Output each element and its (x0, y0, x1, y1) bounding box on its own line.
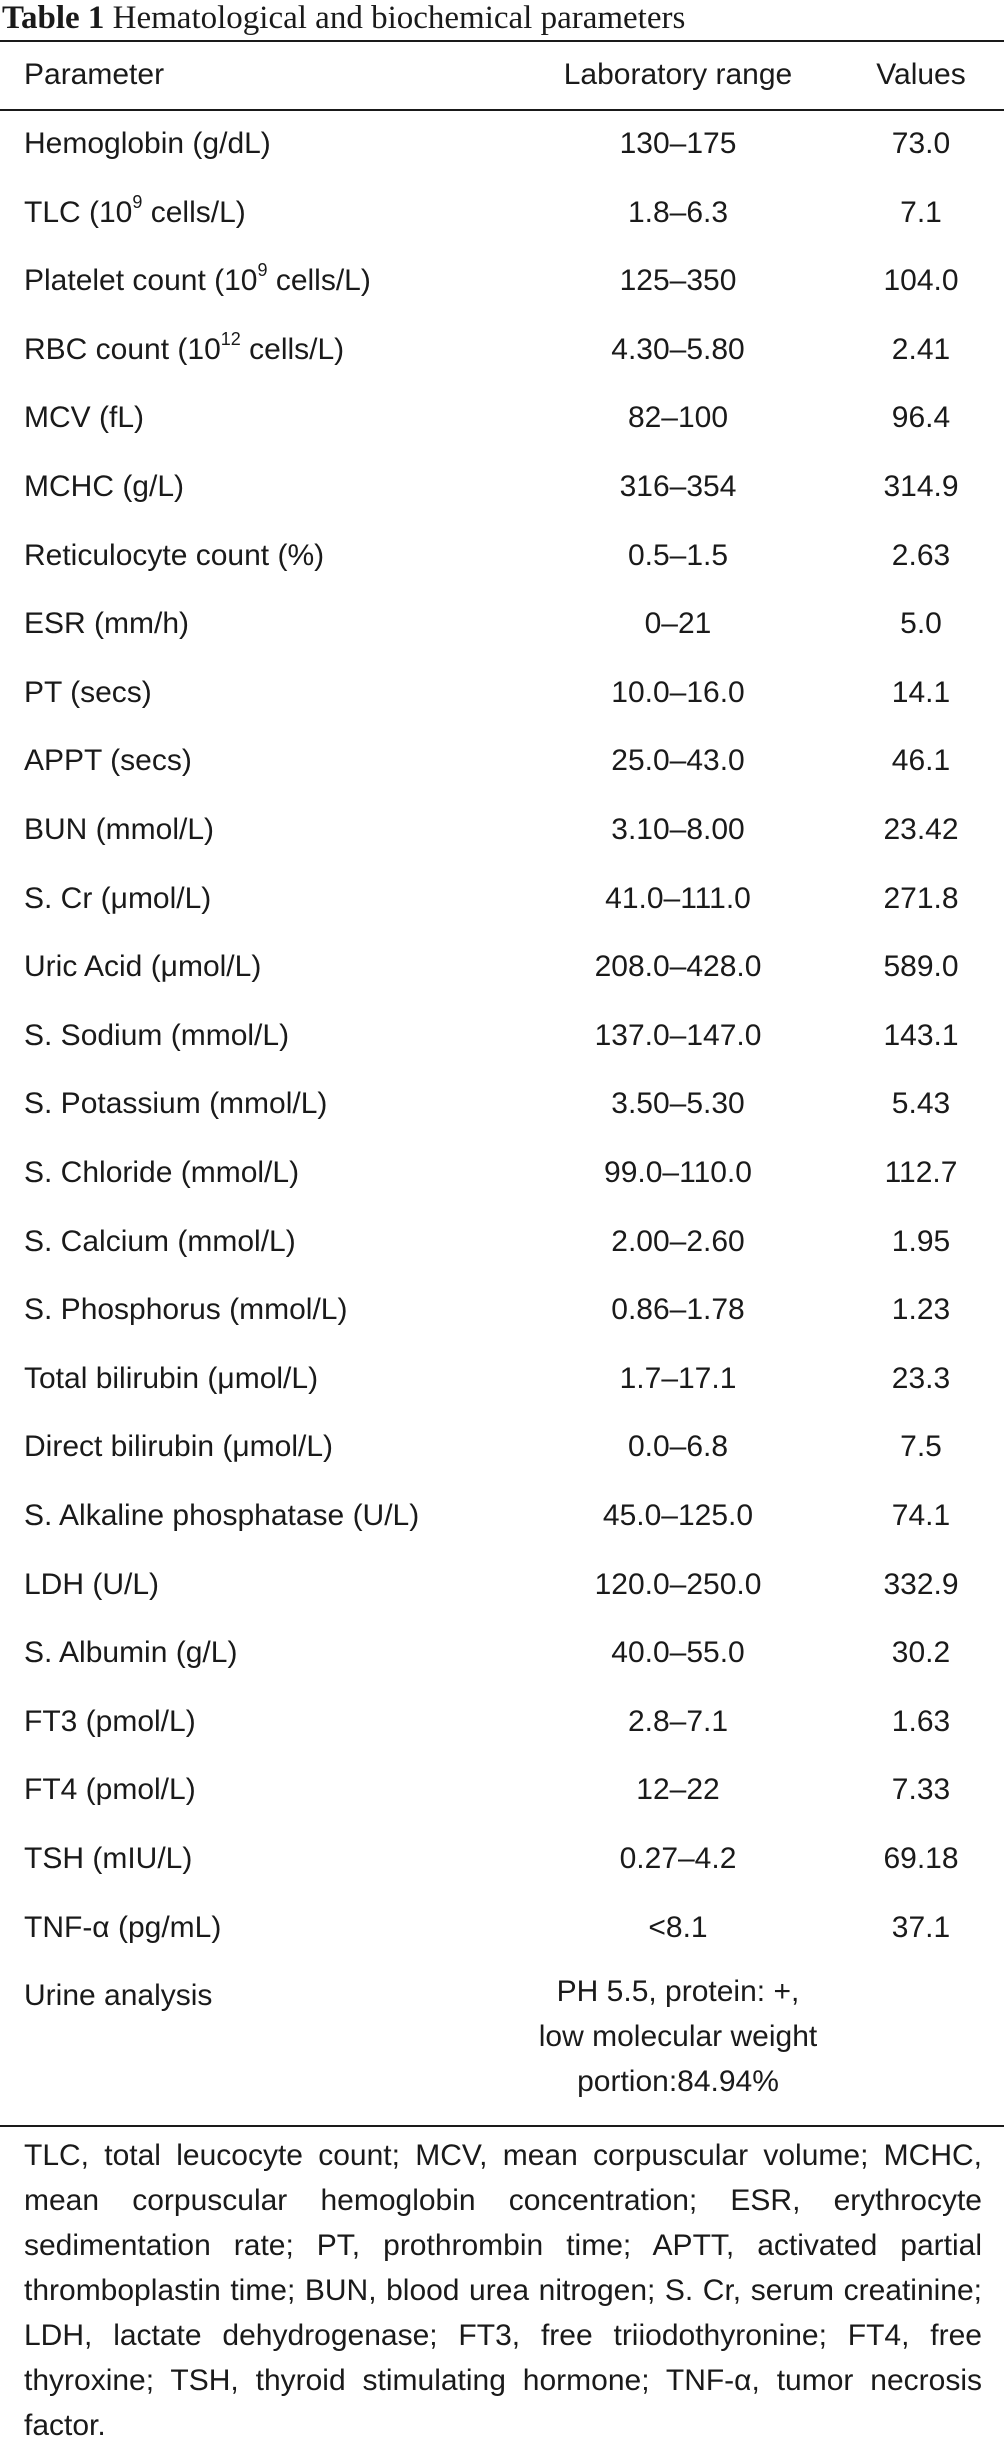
table-footnote: TLC, total leucocyte count; MCV, mean corpuscular volume; MCHC, mean corpuscular hemoglobin concentration; ESR, erythrocyte sedimentation rate; PT, prothrombin time; APTT, activated partial thromboplastin time; BUN, blood urea nitrogen; S. Cr, serum creatinine; LDH, lactate dehydrogenase; FT3, free triiodothyronine; FT4, free thyroxine; TSH, thyroid stimulating hormone; TNF-α, tumor necrosis factor. (24, 2139, 982, 2442)
parameter-cell: FT3 (pmol/L) (24, 1704, 196, 1738)
table-row (0, 1209, 1004, 1278)
parameter-text: TLC (10 (24, 195, 133, 229)
parameter-cell: LDH (U/L) (24, 1567, 160, 1601)
laboratory-range-cell: 130–175 (619, 127, 737, 160)
parameter-exponent: 9 (132, 191, 143, 212)
value-cell: 73.0 (891, 127, 951, 160)
value-cell: 37.1 (891, 1910, 951, 1944)
value-cell: 14.1 (891, 675, 951, 709)
table-title: Hematological and biochemical parameters (112, 0, 686, 36)
parameter-cell: Reticulocyte count (%) (24, 538, 325, 572)
laboratory-range-cell: 3.10–8.00 (611, 813, 745, 846)
parameter-cell: S. Sodium (mmol/L) (24, 1018, 290, 1052)
laboratory-range-cell: 1.8–6.3 (627, 195, 729, 229)
parameter-cell: S. Calcium (mmol/L) (24, 1224, 296, 1258)
table-row (0, 1483, 1004, 1552)
table-row (0, 1071, 1004, 1140)
value-cell: 271.8 (883, 881, 959, 915)
laboratory-range-cell: 137.0–147.0 (594, 1018, 762, 1052)
laboratory-range-cell: 2.8–7.1 (627, 1704, 729, 1738)
laboratory-range-cell: 120.0–250.0 (594, 1567, 762, 1601)
parameter-exponent: 9 (257, 260, 268, 281)
table-row (0, 1003, 1004, 1072)
table-row (0, 866, 1004, 935)
laboratory-range-cell: 41.0–111.0 (605, 881, 751, 915)
parameter-cell: MCHC (g/L) (24, 470, 185, 503)
parameter-cell: Total bilirubin (μmol/L) (24, 1361, 319, 1395)
value-cell: 30.2 (891, 1636, 951, 1670)
parameter-cell: BUN (mmol/L) (24, 813, 215, 846)
value-cell: 104.0 (883, 264, 959, 298)
table-row (0, 1757, 1004, 1826)
value-cell: 143.1 (883, 1018, 959, 1052)
table-row (0, 1552, 1004, 1621)
table-row (0, 1620, 1004, 1689)
parameter-cell: FT4 (pmol/L) (24, 1773, 196, 1807)
laboratory-range-cell: 45.0–125.0 (602, 1499, 754, 1532)
parameter-cell: ESR (mm/h) (24, 607, 189, 641)
value-cell: 589.0 (883, 950, 959, 984)
parameter-unit: cells/L) (240, 332, 345, 366)
laboratory-range-cell: 12–22 (636, 1773, 720, 1807)
laboratory-range-cell: 4.30–5.80 (611, 332, 745, 366)
value-cell: 5.43 (891, 1087, 951, 1121)
table-row (0, 1963, 1004, 2099)
laboratory-range-cell: 0–21 (644, 607, 712, 641)
header-laboratory-range: Laboratory range (563, 58, 793, 91)
table-row (0, 385, 1004, 454)
value-cell: 69.18 (883, 1842, 959, 1875)
parameter-cell: TSH (mIU/L) (24, 1842, 193, 1875)
table-body (0, 111, 1004, 2125)
laboratory-range-cell: 0.5–1.5 (627, 538, 729, 572)
table-row (0, 111, 1004, 180)
parameter-cell: Uric Acid (μmol/L) (24, 950, 262, 984)
laboratory-range-cell: 0.27–4.2 (619, 1842, 737, 1875)
parameter-cell: S. Cr (μmol/L) (24, 881, 212, 915)
laboratory-range-cell: 0.86–1.78 (611, 1293, 745, 1327)
parameter-cell (24, 260, 371, 299)
value-cell: 7.5 (900, 1430, 942, 1464)
value-cell: 7.33 (891, 1773, 951, 1807)
header-parameter: Parameter (24, 58, 165, 91)
header-values: Values (876, 58, 966, 91)
value-cell: 23.3 (891, 1361, 951, 1395)
table-header-row (0, 41, 1004, 109)
laboratory-range-cell: 208.0–428.0 (594, 950, 762, 984)
parameter-unit: cells/L) (267, 264, 371, 298)
parameter-cell: APPT (secs) (24, 744, 192, 778)
parameter-cell: S. Alkaline phosphatase (U/L) (24, 1499, 420, 1532)
laboratory-range-cell: 40.0–55.0 (611, 1636, 745, 1670)
value-cell: 2.63 (891, 538, 951, 572)
parameter-cell: S. Phosphorus (mmol/L) (24, 1293, 348, 1327)
parameter-cell: Urine analysis (24, 1979, 213, 2013)
value-cell: 7.1 (900, 195, 942, 229)
table-row (0, 728, 1004, 797)
value-cell: 23.42 (883, 813, 959, 846)
table-caption (2, 0, 685, 40)
laboratory-range-cell: 10.0–16.0 (611, 675, 745, 709)
value-cell: 5.0 (900, 607, 942, 641)
value-cell: 332.9 (883, 1567, 959, 1601)
value-cell: 96.4 (891, 401, 951, 435)
table-row (0, 317, 1004, 386)
parameter-cell: Hemoglobin (g/dL) (24, 127, 271, 160)
laboratory-range-cell: 1.7–17.1 (619, 1361, 737, 1395)
laboratory-range-cell: 25.0–43.0 (611, 744, 745, 778)
parameter-text: RBC count (10 (24, 332, 221, 366)
value-cell: 2.41 (891, 332, 951, 366)
value-cell: 314.9 (883, 470, 959, 503)
table-row (0, 523, 1004, 592)
table-row (0, 1689, 1004, 1758)
laboratory-range-cell: 99.0–110.0 (604, 1156, 752, 1189)
laboratory-range-cell: <8.1 (648, 1910, 708, 1944)
table-row (0, 660, 1004, 729)
value-cell: 1.63 (891, 1704, 951, 1738)
table-row (0, 1826, 1004, 1895)
value-cell: 1.95 (891, 1224, 951, 1258)
table-row (0, 797, 1004, 866)
parameter-cell: S. Chloride (mmol/L) (24, 1156, 300, 1189)
laboratory-range-cell: 0.0–6.8 (627, 1430, 729, 1464)
laboratory-range-cell: 2.00–2.60 (611, 1224, 745, 1258)
parameter-cell (24, 328, 345, 368)
laboratory-range-cell: 3.50–5.30 (611, 1087, 745, 1121)
parameter-cell: MCV (fL) (24, 401, 144, 435)
parameter-cell: S. Potassium (mmol/L) (24, 1087, 328, 1121)
value-cell: 74.1 (891, 1499, 951, 1532)
table-label: Table 1 (2, 0, 105, 36)
parameter-cell: PT (secs) (24, 675, 152, 709)
value-cell: 112.7 (884, 1156, 958, 1189)
table-row (0, 1414, 1004, 1483)
table-row (0, 934, 1004, 1003)
table-row (0, 591, 1004, 660)
laboratory-range-cell: 125–350 (619, 264, 737, 298)
laboratory-range-cell: 82–100 (627, 401, 729, 435)
table-row (0, 1346, 1004, 1415)
parameter-text: Platelet count (10 (24, 264, 258, 298)
value-cell: 1.23 (891, 1293, 951, 1327)
bottom-rule (0, 2125, 1004, 2127)
table-row (0, 1895, 1004, 1964)
parameter-cell: TNF-α (pg/mL) (24, 1910, 222, 1944)
laboratory-range-cell: 316–354 (619, 470, 737, 503)
parameter-exponent: 12 (220, 328, 241, 349)
table-row (0, 1140, 1004, 1209)
table-row (0, 1277, 1004, 1346)
parameter-cell: Direct bilirubin (μmol/L) (24, 1430, 334, 1464)
parameter-unit: cells/L) (142, 195, 246, 229)
parameter-cell: S. Albumin (g/L) (24, 1636, 238, 1670)
laboratory-range-cell: PH 5.5, protein: +, low molecular weight portion:84.94% (538, 1975, 818, 2099)
parameter-cell (24, 191, 246, 231)
table-row (0, 180, 1004, 249)
table-row (0, 248, 1004, 317)
table-row (0, 454, 1004, 523)
value-cell: 46.1 (891, 744, 951, 778)
